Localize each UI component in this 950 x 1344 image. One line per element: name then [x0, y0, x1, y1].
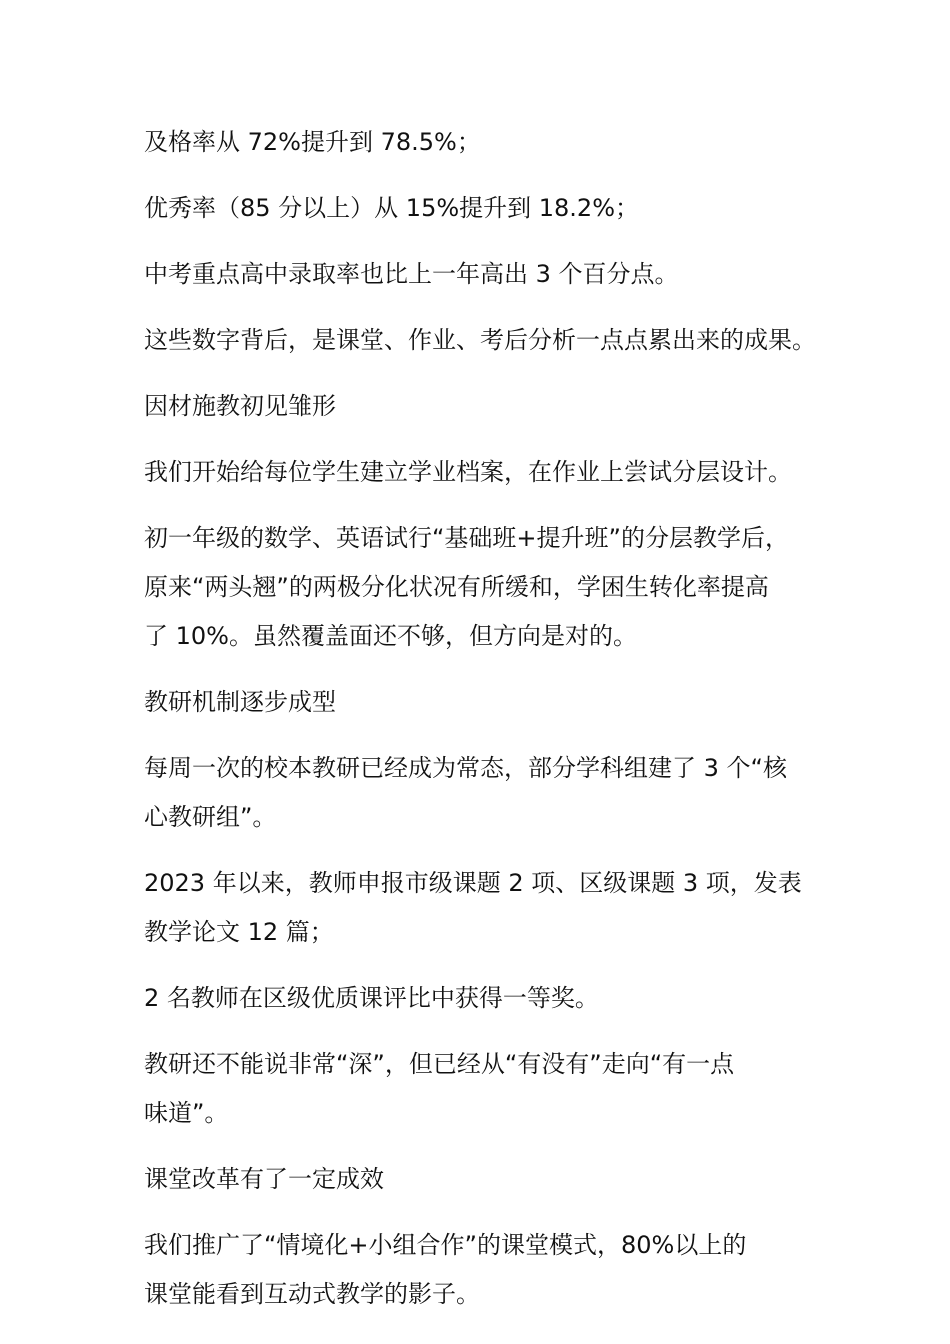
text-line: 这些数字背后，是课堂、作业、考后分析一点点累出来的成果。 — [144, 326, 816, 354]
paragraph-pass-rate — [144, 118, 824, 167]
text-line: 及格率从 72%提升到 78.5%； — [144, 128, 481, 156]
paragraph-awards — [144, 974, 824, 1023]
text-line: 了 10%。虽然覆盖面还不够，但方向是对的。 — [144, 622, 637, 650]
paragraph-admission-rate — [144, 250, 824, 299]
text-line: 课堂能看到互动式教学的影子。 — [144, 1280, 480, 1308]
section-heading-classroom-reform — [144, 1155, 824, 1204]
paragraph-research-projects — [144, 859, 824, 957]
paragraph-excellent-rate — [144, 184, 824, 233]
paragraph-summary — [144, 316, 824, 365]
paragraph-weekly-research — [144, 744, 824, 842]
text-line: 每周一次的校本教研已经成为常态，部分学科组建了 3 个“核 — [144, 754, 787, 782]
section-heading-differentiated-teaching — [144, 382, 824, 431]
text-line: 教学论文 12 篇； — [144, 918, 334, 946]
document-page — [144, 118, 824, 1336]
paragraph-tiered-teaching — [144, 514, 824, 661]
text-line: 味道”。 — [144, 1099, 229, 1127]
paragraph-research-depth — [144, 1040, 824, 1138]
text-line: 因材施教初见雏形 — [144, 392, 336, 420]
text-line: 2 名教师在区级优质课评比中获得一等奖。 — [144, 984, 599, 1012]
paragraph-student-files — [144, 448, 824, 497]
text-line: 优秀率（85 分以上）从 15%提升到 18.2%； — [144, 194, 640, 222]
text-line: 初一年级的数学、英语试行“基础班+提升班”的分层教学后， — [144, 524, 789, 552]
text-line: 我们开始给每位学生建立学业档案，在作业上尝试分层设计。 — [144, 458, 792, 486]
text-line: 我们推广了“情境化+小组合作”的课堂模式，80%以上的 — [144, 1231, 747, 1259]
text-line: 2023 年以来，教师申报市级课题 2 项、区级课题 3 项，发表 — [144, 869, 802, 897]
text-line: 中考重点高中录取率也比上一年高出 3 个百分点。 — [144, 260, 679, 288]
section-heading-research-mechanism — [144, 678, 824, 727]
text-line: 原来“两头翘”的两极分化状况有所缓和，学困生转化率提高 — [144, 573, 769, 601]
text-line: 教研机制逐步成型 — [144, 688, 336, 716]
text-line: 教研还不能说非常“深”，但已经从“有没有”走向“有一点 — [144, 1050, 735, 1078]
text-line: 课堂改革有了一定成效 — [144, 1165, 384, 1193]
paragraph-classroom-model — [144, 1221, 824, 1319]
text-line: 心教研组”。 — [144, 803, 277, 831]
